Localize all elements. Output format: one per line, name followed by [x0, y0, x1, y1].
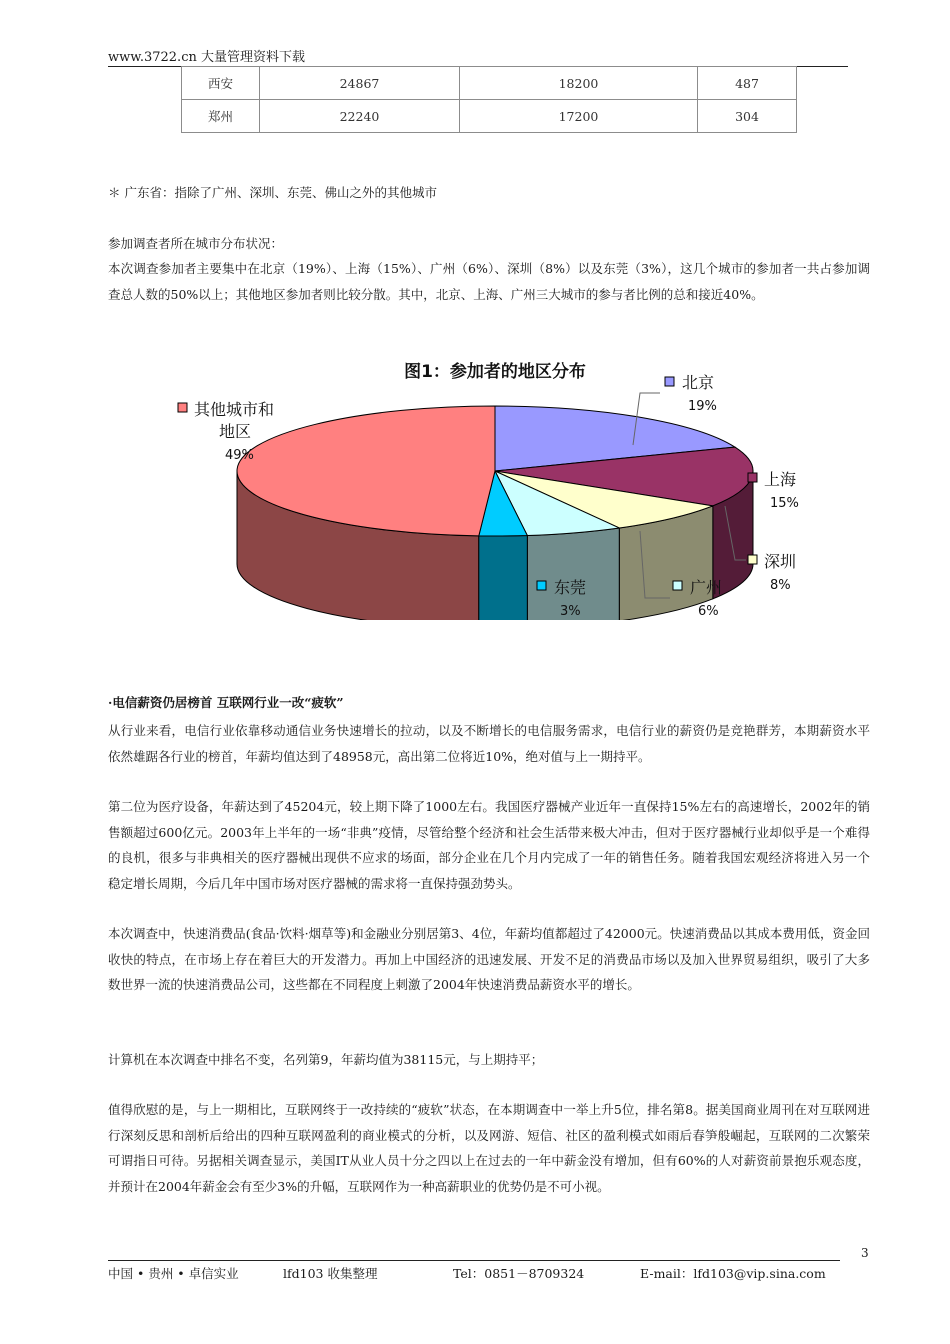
- table-cell: 郑州: [182, 100, 260, 133]
- intro-paragraph: 本次调查参加者主要集中在北京（19%）、上海（15%）、广州（6%）、深圳（8%）以及东莞（3%），这几个城市的参加者一共占参加调查总人数的50%以上；其他地区参加者则比较分散。其中，北京、上海、广州三大城市的参与者比例的总和接近40%。: [108, 261, 870, 302]
- paragraph-internet: 值得欣慰的是，与上一期相比，互联网终于一改持续的“疲软”状态，在本期调查中一举上升5位，排名第8。据美国商业周刊在对互联网进行深刻反思和剖析后给出的四种互联网盈利的商业模式的分析，以及网游、短信、社区的盈利模式如雨后春笋般崛起，互联网的二次繁荣可谓指日可待。另据相关调查显示，美国IT从业人员十分之四以上在过去的一年中薪金没有增加，但有60%的人对薪资前景抱乐观态度，并预计在2004年薪金会有至少3%的升幅，互联网作为一种高薪职业的优势仍是不可小视。: [108, 1102, 870, 1194]
- slice-percent: 3%: [560, 604, 581, 619]
- table-cell: 24867: [260, 67, 460, 100]
- region-pie-chart: [170, 355, 810, 620]
- slice-percent: 6%: [698, 604, 719, 619]
- table-cell: 304: [698, 100, 797, 133]
- table-cell: 17200: [460, 100, 698, 133]
- page-header: www.3722.cn 大量管理资料下载: [108, 50, 305, 65]
- table-row: [182, 100, 797, 133]
- page-number: 3: [861, 1246, 869, 1260]
- slice-label: 深圳: [764, 552, 797, 571]
- footer-rule: [108, 1260, 840, 1261]
- table-cell: 22240: [260, 100, 460, 133]
- section-heading: ·电信薪资仍居榜首 互联网行业一改“疲软”: [108, 695, 344, 710]
- slice-percent: 8%: [770, 578, 791, 593]
- footer-email: E-mail：lfd103@vip.sina.com: [640, 1266, 826, 1281]
- slice-label: 广州: [690, 578, 723, 597]
- slice-label: 其他城市和: [194, 400, 275, 419]
- chart-title: 图1：参加者的地区分布: [404, 362, 586, 382]
- table-row: [182, 67, 797, 100]
- paragraph-telecom: 从行业来看，电信行业依靠移动通信业务快速增长的拉动，以及不断增长的电信服务需求，电信行业的薪资仍是竞艳群芳，本期薪资水平依然雄踞各行业的榜首，年薪均值达到了48958元，高出第二位将近10%，绝对值与上一期持平。: [108, 723, 870, 764]
- footnote: ＊ 广东省：指除了广州、深圳、东莞、佛山之外的其他城市: [108, 185, 437, 200]
- slice-label: 上海: [764, 470, 797, 489]
- legend-swatch: [665, 377, 674, 386]
- slice-percent: 15%: [770, 496, 799, 511]
- paragraph-computer: 计算机在本次调查中排名不变，名列第9，年薪均值为38115元，与上期持平；: [108, 1052, 544, 1067]
- table-cell: 18200: [460, 67, 698, 100]
- slice-label: 东莞: [554, 578, 587, 597]
- slice-label: 地区: [219, 422, 252, 441]
- footer-tel: Tel：0851－8709324: [453, 1266, 585, 1281]
- legend-swatch: [748, 473, 757, 482]
- slice-label: 北京: [682, 373, 715, 392]
- intro-heading: 参加调查者所在城市分布状况：: [108, 236, 284, 251]
- paragraph-fmcg: 本次调查中，快速消费品(食品·饮料·烟草等)和金融业分别居第3、4位，年薪均值都超过了42000元。快速消费品以其成本费用低，资金回收快的特点，在市场上存在着巨大的开发潜力。再加上中国经济的迅速发展、开发不足的消费品市场以及加入世界贸易组织，吸引了大多数世界一流的快速消费品公司，这些都在不同程度上刺激了2004年快速消费品薪资水平的增长。: [108, 926, 870, 992]
- city-salary-table: [181, 66, 797, 133]
- slice-percent: 19%: [688, 399, 717, 414]
- table-cell: 487: [698, 67, 797, 100]
- legend-swatch: [673, 581, 682, 590]
- pie-side-东莞: [479, 535, 528, 620]
- legend-swatch: [748, 555, 757, 564]
- legend-swatch: [178, 403, 187, 412]
- table-cell: 西安: [182, 67, 260, 100]
- paragraph-medical: 第二位为医疗设备，年薪达到了45204元，较上期下降了1000左右。我国医疗器械产业近年一直保持15%左右的高速增长，2002年的销售额超过600亿元。2003年上半年的一场“非典”疫情，尽管给整个经济和社会生活带来极大冲击，但对于医疗器械行业却似乎是一个难得的良机，很多与非典相关的医疗器械出现供不应求的场面，部分企业在几个月内完成了一年的销售任务。随着我国宏观经济将进入另一个稳定增长周期，今后几年中国市场对医疗器械的需求将一直保持强劲势头。: [108, 799, 870, 891]
- footer-org: 中国 • 贵州 • 卓信实业: [108, 1266, 239, 1281]
- legend-swatch: [537, 581, 546, 590]
- slice-percent: 49%: [225, 448, 254, 463]
- footer-collector: lfd103 收集整理: [283, 1266, 378, 1281]
